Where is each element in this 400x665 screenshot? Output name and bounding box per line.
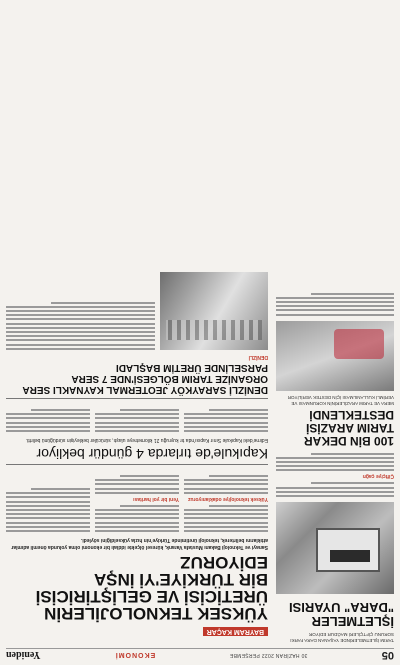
mid-article-columns (6, 407, 268, 432)
date-line: 30 HAZİRAN 2022 PERŞEMBE (229, 652, 308, 658)
main-article-columns (6, 473, 268, 532)
main-subhead-1: Yüksek teknolojiye odaklanıyoruz (187, 495, 268, 502)
bottom-article (6, 272, 268, 350)
farmer-photo (276, 321, 394, 391)
left-headline-2: 100 BİN DEKAR TARIM ARAZİSİ DESTEKLENDİ (303, 407, 394, 448)
left-article-body-2 (276, 293, 394, 316)
section-label: EKONOMİ (114, 651, 156, 659)
left-subhead: Çiftçiye çağrı (362, 473, 394, 480)
left-headline: İŞLETMELER "DARA" UYARISI (288, 600, 394, 629)
page-number: 05 (381, 649, 394, 661)
main-deck: Sanayi ve Teknoloji Bakanı Mustafa Varank, küresel ölçekte iddialı bir ekonomi olma yolunda önemli adımlar attıklarını belirterek, teknoloji üretiminde Türkiye'nin hızla yükseldiğini söyledi. (11, 537, 268, 550)
left-article-body (276, 453, 394, 497)
left-column (276, 8, 394, 643)
left-kicker: TARIM İŞLETMELERİNDE YAŞANAN DARA FARKI SORUNU ÇİFTÇİLERİ MAĞDUR EDİYOR (290, 632, 394, 643)
main-subhead-2: Yeni bir yol haritası (133, 495, 179, 502)
scale-photo (276, 502, 394, 594)
main-headline: YÜKSEK TEKNOLOJİLERİN ÜRETİCİSİ VE GELİŞTİRİCİSİ BİR TÜRKİYE'Yİ İNŞA EDİYORUZ (35, 553, 268, 623)
byline: BAYRAM KAÇAR (203, 627, 268, 636)
right-area (6, 8, 268, 643)
scale-icon (316, 528, 380, 572)
greenhouse-photo (160, 272, 268, 350)
bottom-headline: DENİZLİ SARAYKÖY JEOTERMAL KAYNAKLI SERA ORGANİZE TARIM BÖLGESİ'NDE 7 SERA PARSELİNDE ÜRETİM BAŞLADI (6, 362, 268, 399)
left-deck-2: MERA VE TARIM ARAZİLERİNİN KORUNMASI VE VERİMLİ KULLANILMASI İÇİN DESTEK VERİLİYOR (287, 395, 394, 406)
page-header (6, 648, 394, 661)
mid-deck: Edirne'deki Kapıkule Sınır Kapısı'nda tır kuyruğu 21 kilometreye ulaştı, sürücüler bekleyişin sürdüğünü belirtti. (25, 436, 268, 443)
bottom-byline: DENİZLİ (248, 353, 268, 360)
newspaper-logo: Yeniden (6, 649, 41, 661)
mid-headline: Kapıkule'de tırlarda 4 gündür bekliyor (6, 446, 268, 465)
